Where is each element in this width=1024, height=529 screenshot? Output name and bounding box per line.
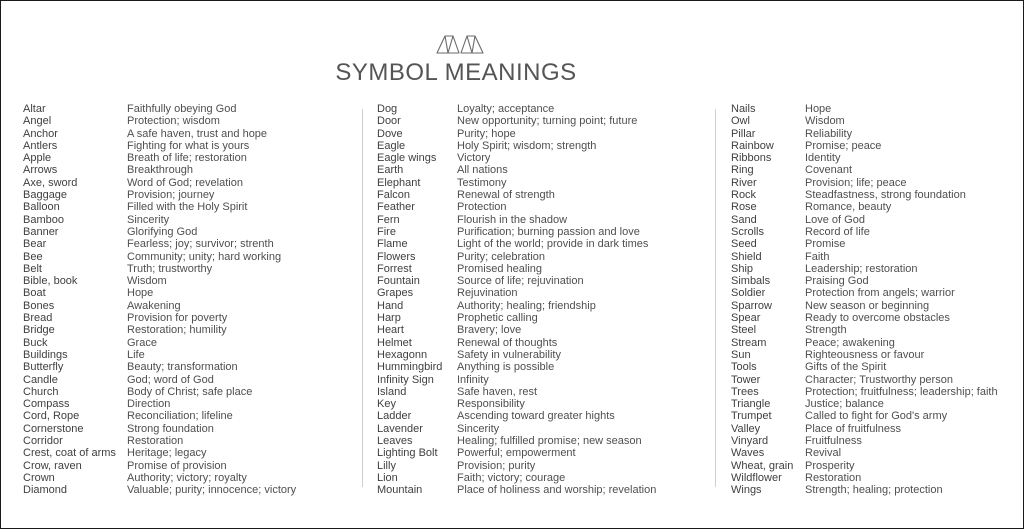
symbol-name: Lion <box>377 471 398 484</box>
symbol-name: Hexagonn <box>377 348 428 361</box>
symbol-row <box>23 423 296 435</box>
symbol-name: Crest, coat of arms <box>23 447 116 460</box>
symbol-name: Lavender <box>377 422 423 435</box>
symbol-meaning: Faithfully obeying God <box>127 103 237 115</box>
symbol-meaning: Purity; celebration <box>457 250 546 263</box>
symbol-meaning: Glorifying God <box>127 225 198 238</box>
symbol-name: Rainbow <box>731 139 774 152</box>
symbol-row <box>377 214 656 226</box>
symbol-meaning: Prophetic calling <box>457 312 538 325</box>
symbol-name: Baggage <box>23 189 68 202</box>
symbol-row <box>731 410 998 422</box>
symbol-row <box>377 361 656 373</box>
symbol-name: Eagle wings <box>377 152 437 165</box>
symbol-meaning: Provision; journey <box>127 189 215 202</box>
symbol-meaning: Awakening <box>127 299 181 312</box>
symbol-meaning: Promise; peace <box>805 139 882 152</box>
symbol-name: Dog <box>377 103 398 115</box>
symbol-name: Candle <box>23 373 58 386</box>
symbol-name: Compass <box>23 398 70 411</box>
symbol-row <box>731 226 998 238</box>
symbol-name: Bible, book <box>23 275 78 288</box>
symbol-row <box>731 115 998 127</box>
symbol-meaning: Loyalty; acceptance <box>457 103 555 115</box>
symbol-name: Sun <box>731 348 751 361</box>
symbol-meaning: Faith; victory; courage <box>457 471 566 484</box>
symbol-name: Diamond <box>23 484 68 497</box>
symbol-name: Sand <box>731 213 757 226</box>
symbol-row <box>731 324 998 336</box>
symbol-meaning: All nations <box>457 164 508 177</box>
symbol-meaning: God; word of God <box>127 373 214 386</box>
symbol-row <box>23 324 296 336</box>
symbol-row <box>731 287 998 299</box>
symbol-name: Pillar <box>731 127 756 140</box>
symbol-name: Ring <box>731 164 754 177</box>
symbol-meaning: Anything is possible <box>457 361 555 374</box>
symbol-row <box>731 251 998 263</box>
symbol-row <box>731 300 998 312</box>
symbol-meaning: Purification; burning passion and love <box>457 225 640 238</box>
symbol-row <box>377 275 656 287</box>
symbol-row <box>731 435 998 447</box>
symbol-name: Anchor <box>23 127 58 140</box>
symbol-row <box>377 337 656 349</box>
symbol-name: Tower <box>731 373 761 386</box>
symbol-row <box>377 386 656 398</box>
symbol-meaning: Word of God; revelation <box>127 176 243 189</box>
symbol-meaning: Provision for poverty <box>127 312 228 325</box>
symbol-row <box>377 201 656 213</box>
symbol-row <box>23 275 296 287</box>
symbol-name: Door <box>377 115 401 128</box>
symbol-meaning: Restoration; humility <box>127 324 227 337</box>
symbol-row <box>23 189 296 201</box>
symbol-name: Flame <box>377 238 408 251</box>
symbol-row <box>23 152 296 164</box>
symbol-name: Forrest <box>377 262 412 275</box>
symbol-row <box>23 128 296 140</box>
symbol-name: Spear <box>731 312 761 325</box>
symbol-row <box>731 398 998 410</box>
symbol-meaning: Ascending toward greater hights <box>457 410 615 423</box>
symbol-row <box>23 374 296 386</box>
symbol-name: Elephant <box>377 176 421 189</box>
symbol-name: Earth <box>377 164 404 177</box>
symbol-meaning: Reconciliation; lifeline <box>127 410 233 423</box>
symbol-meaning: Prosperity <box>805 459 855 472</box>
symbol-name: Wildflower <box>731 471 782 484</box>
symbol-meaning: Purity; hope <box>457 127 516 140</box>
symbol-row <box>23 472 296 484</box>
symbol-name: Mountain <box>377 484 423 497</box>
symbol-row <box>731 386 998 398</box>
symbol-meaning: Safety in vulnerability <box>457 348 561 361</box>
symbol-meaning: Authority; healing; friendship <box>457 299 596 312</box>
symbol-name: Bridge <box>23 324 55 337</box>
symbol-meaning: Heritage; legacy <box>127 447 207 460</box>
symbol-name: Seed <box>731 238 757 251</box>
symbol-meaning: Safe haven, rest <box>457 385 538 398</box>
symbol-name: Bamboo <box>23 213 64 226</box>
column-divider <box>715 109 716 487</box>
symbol-name: Ladder <box>377 410 412 423</box>
symbol-meaning: Renewal of thoughts <box>457 336 558 349</box>
symbol-row <box>731 214 998 226</box>
diamond-icon <box>434 32 486 56</box>
symbol-meaning: Record of life <box>805 225 870 238</box>
symbol-meaning: Character; Trustworthy person <box>805 373 953 386</box>
symbol-row <box>377 300 656 312</box>
page-title: SYMBOL MEANINGS <box>335 59 577 86</box>
symbol-name: Trumpet <box>731 410 772 423</box>
symbol-row <box>731 140 998 152</box>
symbol-row <box>23 140 296 152</box>
symbol-row <box>23 263 296 275</box>
symbol-meaning: Hope <box>805 103 832 115</box>
symbol-row <box>23 238 296 250</box>
symbol-row <box>731 349 998 361</box>
symbol-meaning: New opportunity; turning point; future <box>457 115 638 128</box>
symbol-meaning: Strong foundation <box>127 422 214 435</box>
symbol-name: Bread <box>23 312 53 325</box>
symbol-row <box>377 287 656 299</box>
symbol-meaning: Promise of provision <box>127 459 227 472</box>
symbol-name: Stream <box>731 336 767 349</box>
symbol-name: Soldier <box>731 287 766 300</box>
symbol-row <box>23 361 296 373</box>
symbol-name: Nails <box>731 103 756 115</box>
symbol-row <box>731 472 998 484</box>
symbol-name: Tools <box>731 361 757 374</box>
symbol-row <box>377 128 656 140</box>
symbol-row <box>23 300 296 312</box>
symbol-row <box>23 287 296 299</box>
symbol-meaning: Sincerity <box>127 213 170 226</box>
symbol-name: Balloon <box>23 201 60 214</box>
symbol-name: River <box>731 176 757 189</box>
symbol-meaning: Hope <box>127 287 154 300</box>
symbol-meaning: Protection from angels; warrior <box>805 287 955 300</box>
symbol-meaning: Life <box>127 348 145 361</box>
symbol-name: Crown <box>23 471 55 484</box>
symbol-meaning: Identity <box>805 152 841 165</box>
symbol-name: Heart <box>377 324 404 337</box>
symbol-name: Simbals <box>731 275 771 288</box>
symbol-row <box>377 472 656 484</box>
symbol-name: Sparrow <box>731 299 772 312</box>
symbol-meaning: Responsibility <box>457 398 525 411</box>
symbol-meaning: Victory <box>457 152 491 165</box>
symbol-row <box>731 460 998 472</box>
symbol-meaning: Community; unity; hard working <box>127 250 282 263</box>
symbol-row <box>377 140 656 152</box>
symbol-row <box>23 484 296 496</box>
symbol-name: Triangle <box>731 398 771 411</box>
symbol-row <box>731 361 998 373</box>
symbol-name: Church <box>23 385 59 398</box>
symbol-row <box>377 324 656 336</box>
symbol-name: Falcon <box>377 189 411 202</box>
symbol-meaning: Flourish in the shadow <box>457 213 568 226</box>
symbol-row <box>731 423 998 435</box>
symbol-name: Fire <box>377 225 396 238</box>
symbol-meaning: Wisdom <box>805 115 845 128</box>
symbol-row <box>731 164 998 176</box>
symbol-name: Bones <box>23 299 55 312</box>
symbol-name: Lighting Bolt <box>377 447 438 460</box>
symbol-meaning: Called to fight for God's army <box>805 410 948 423</box>
symbol-name: Buildings <box>23 348 68 361</box>
symbol-row <box>23 349 296 361</box>
symbol-name: Flowers <box>377 250 416 263</box>
symbol-meaning: Wisdom <box>127 275 167 288</box>
symbol-meaning: Breath of life; restoration <box>127 152 247 165</box>
symbol-meaning: Provision; purity <box>457 459 536 472</box>
symbol-row <box>731 484 998 496</box>
symbol-row <box>23 435 296 447</box>
symbol-name: Axe, sword <box>23 176 78 189</box>
symbol-meaning: Filled with the Holy Spirit <box>127 201 248 214</box>
symbol-name: Lilly <box>377 459 396 472</box>
symbol-row <box>23 386 296 398</box>
symbol-row <box>23 177 296 189</box>
symbol-row <box>23 214 296 226</box>
symbol-meaning: Holy Spirit; wisdom; strength <box>457 139 597 152</box>
symbol-row <box>23 115 296 127</box>
symbol-row <box>23 251 296 263</box>
symbol-meaning: Faith <box>805 250 830 263</box>
symbol-name: Antlers <box>23 139 58 152</box>
symbol-row <box>731 337 998 349</box>
symbol-name: Shield <box>731 250 762 263</box>
symbol-column-2 <box>377 103 656 497</box>
symbol-name: Corridor <box>23 435 63 448</box>
symbol-meaning: Truth; trustworthy <box>127 262 213 275</box>
symbol-row <box>377 435 656 447</box>
symbol-row <box>377 447 656 459</box>
symbol-name: Arrows <box>23 164 58 177</box>
symbol-name: Dove <box>377 127 403 140</box>
symbol-meaning: Direction <box>127 398 171 411</box>
symbol-meaning: Authority; victory; royalty <box>127 471 247 484</box>
symbol-row <box>377 349 656 361</box>
symbol-name: Bee <box>23 250 43 263</box>
symbol-name: Wheat, grain <box>731 459 794 472</box>
symbol-row <box>377 103 656 115</box>
symbol-row <box>23 410 296 422</box>
symbol-row <box>377 410 656 422</box>
symbol-name: Fern <box>377 213 400 226</box>
symbol-name: Bear <box>23 238 47 251</box>
symbol-name: Eagle <box>377 139 406 152</box>
symbol-meaning: A safe haven, trust and hope <box>127 127 268 140</box>
symbol-name: Angel <box>23 115 52 128</box>
symbol-row <box>377 484 656 496</box>
symbol-name: Wings <box>731 484 762 497</box>
symbol-meaning: Ready to overcome obstacles <box>805 312 950 325</box>
symbol-row <box>377 152 656 164</box>
symbol-name: Fountain <box>377 275 420 288</box>
symbol-row <box>731 447 998 459</box>
symbol-meaning: Healing; fulfilled promise; new season <box>457 435 642 448</box>
symbol-meaning: Leadership; restoration <box>805 262 918 275</box>
symbol-meaning: Testimony <box>457 176 507 189</box>
symbol-column-3 <box>731 103 998 497</box>
symbol-row <box>377 398 656 410</box>
symbol-meaning: Place of fruitfulness <box>805 422 901 435</box>
symbol-name: Rose <box>731 201 757 214</box>
symbol-name: Altar <box>23 103 46 115</box>
symbol-name: Banner <box>23 225 59 238</box>
symbol-row <box>377 263 656 275</box>
symbol-name: Cornerstone <box>23 422 84 435</box>
symbol-meaning: Protection <box>457 201 507 214</box>
symbol-row <box>731 238 998 250</box>
symbol-name: Rock <box>731 189 757 202</box>
symbol-name: Ship <box>731 262 754 275</box>
symbol-meaning: Promised healing <box>457 262 542 275</box>
symbol-name: Key <box>377 398 396 411</box>
symbol-row <box>23 460 296 472</box>
symbol-row <box>23 164 296 176</box>
symbol-meaning: Strength <box>805 324 847 337</box>
symbol-meaning: Strength; healing; protection <box>805 484 943 497</box>
symbol-row <box>23 312 296 324</box>
symbol-row <box>731 128 998 140</box>
symbol-meaning: Rejuvination <box>457 287 518 300</box>
symbol-meaning: Reliability <box>805 127 853 140</box>
symbol-meaning: Love of God <box>805 213 865 226</box>
symbol-row <box>377 374 656 386</box>
symbol-meaning: Renewal of strength <box>457 189 555 202</box>
symbol-name: Grapes <box>377 287 414 300</box>
symbol-name: Belt <box>23 262 42 275</box>
symbol-row <box>23 201 296 213</box>
symbol-meaning: Protection; wisdom <box>127 115 220 128</box>
symbol-row <box>377 177 656 189</box>
symbol-row <box>377 238 656 250</box>
symbol-meaning: New season or beginning <box>805 299 930 312</box>
symbol-meaning: Fighting for what is yours <box>127 139 250 152</box>
symbol-name: Buck <box>23 336 48 349</box>
symbol-row <box>23 398 296 410</box>
symbol-row <box>731 201 998 213</box>
symbol-row <box>377 423 656 435</box>
symbol-name: Ribbons <box>731 152 772 165</box>
symbol-name: Scrolls <box>731 225 765 238</box>
symbol-name: Owl <box>731 115 750 128</box>
symbol-row <box>23 447 296 459</box>
symbol-name: Island <box>377 385 407 398</box>
symbol-meaning: Romance, beauty <box>805 201 892 214</box>
symbol-row <box>731 152 998 164</box>
symbol-meaning: Beauty; transformation <box>127 361 238 374</box>
symbol-row <box>377 189 656 201</box>
symbol-name: Infinity Sign <box>377 373 434 386</box>
symbol-row <box>731 263 998 275</box>
symbol-meaning: Covenant <box>805 164 853 177</box>
symbol-meaning: Restoration <box>127 435 184 448</box>
symbol-meaning: Gifts of the Spirit <box>805 361 887 374</box>
symbol-name: Apple <box>23 152 52 165</box>
symbol-name: Leaves <box>377 435 413 448</box>
symbol-meaning: Fruitfulness <box>805 435 862 448</box>
symbol-row <box>377 312 656 324</box>
column-divider <box>362 109 363 487</box>
symbol-meaning: Praising God <box>805 275 869 288</box>
symbol-row <box>377 251 656 263</box>
symbol-meaning: Steadfastness, strong foundation <box>805 189 966 202</box>
symbol-row <box>731 103 998 115</box>
symbol-meaning: Righteousness or favour <box>805 348 925 361</box>
symbol-meaning: Powerful; empowerment <box>457 447 576 460</box>
symbol-name: Vinyard <box>731 435 769 448</box>
symbol-name: Waves <box>731 447 765 460</box>
symbol-meaning: Fearless; joy; survivor; strenth <box>127 238 274 251</box>
symbol-row <box>731 177 998 189</box>
symbol-meaning: Restoration <box>805 471 862 484</box>
symbol-name: Crow, raven <box>23 459 82 472</box>
symbol-meaning: Revival <box>805 447 842 460</box>
symbol-row <box>23 337 296 349</box>
symbol-column-1 <box>23 103 296 497</box>
symbol-row <box>731 374 998 386</box>
symbol-name: Hummingbird <box>377 361 443 374</box>
symbol-name: Trees <box>731 385 759 398</box>
symbol-name: Cord, Rope <box>23 410 80 423</box>
symbol-row <box>23 103 296 115</box>
symbol-row <box>377 226 656 238</box>
symbol-name: Valley <box>731 422 761 435</box>
symbol-meaning: Protection; fruitfulness; leadership; faith <box>805 385 998 398</box>
symbol-meaning: Place of holiness and worship; revelation <box>457 484 657 497</box>
symbol-meaning: Provision; life; peace <box>805 176 907 189</box>
symbol-name: Steel <box>731 324 757 337</box>
symbol-meaning: Promise <box>805 238 846 251</box>
symbol-meaning: Infinity <box>457 373 489 386</box>
symbol-row <box>377 115 656 127</box>
symbol-name: Helmet <box>377 336 412 349</box>
symbol-meaning: Light of the world; provide in dark times <box>457 238 649 251</box>
symbol-meaning: Bravery; love <box>457 324 522 337</box>
symbol-meaning: Body of Christ; safe place <box>127 385 253 398</box>
symbol-name: Hand <box>377 299 404 312</box>
symbol-meaning: Grace <box>127 336 157 349</box>
symbol-meaning: Source of life; rejuvination <box>457 275 584 288</box>
symbol-row <box>731 312 998 324</box>
symbol-meaning: Sincerity <box>457 422 500 435</box>
symbol-row <box>731 189 998 201</box>
symbol-meaning: Breakthrough <box>127 164 194 177</box>
symbol-name: Butterfly <box>23 361 64 374</box>
symbol-meaning: Valuable; purity; innocence; victory <box>127 484 297 497</box>
symbol-meaning: Justice; balance <box>805 398 884 411</box>
symbol-row <box>377 164 656 176</box>
symbol-name: Harp <box>377 312 401 325</box>
symbol-meaning: Peace; awakening <box>805 336 895 349</box>
symbol-name: Feather <box>377 201 415 214</box>
symbol-row <box>377 460 656 472</box>
symbol-row <box>731 275 998 287</box>
symbol-name: Boat <box>23 287 46 300</box>
symbol-row <box>23 226 296 238</box>
